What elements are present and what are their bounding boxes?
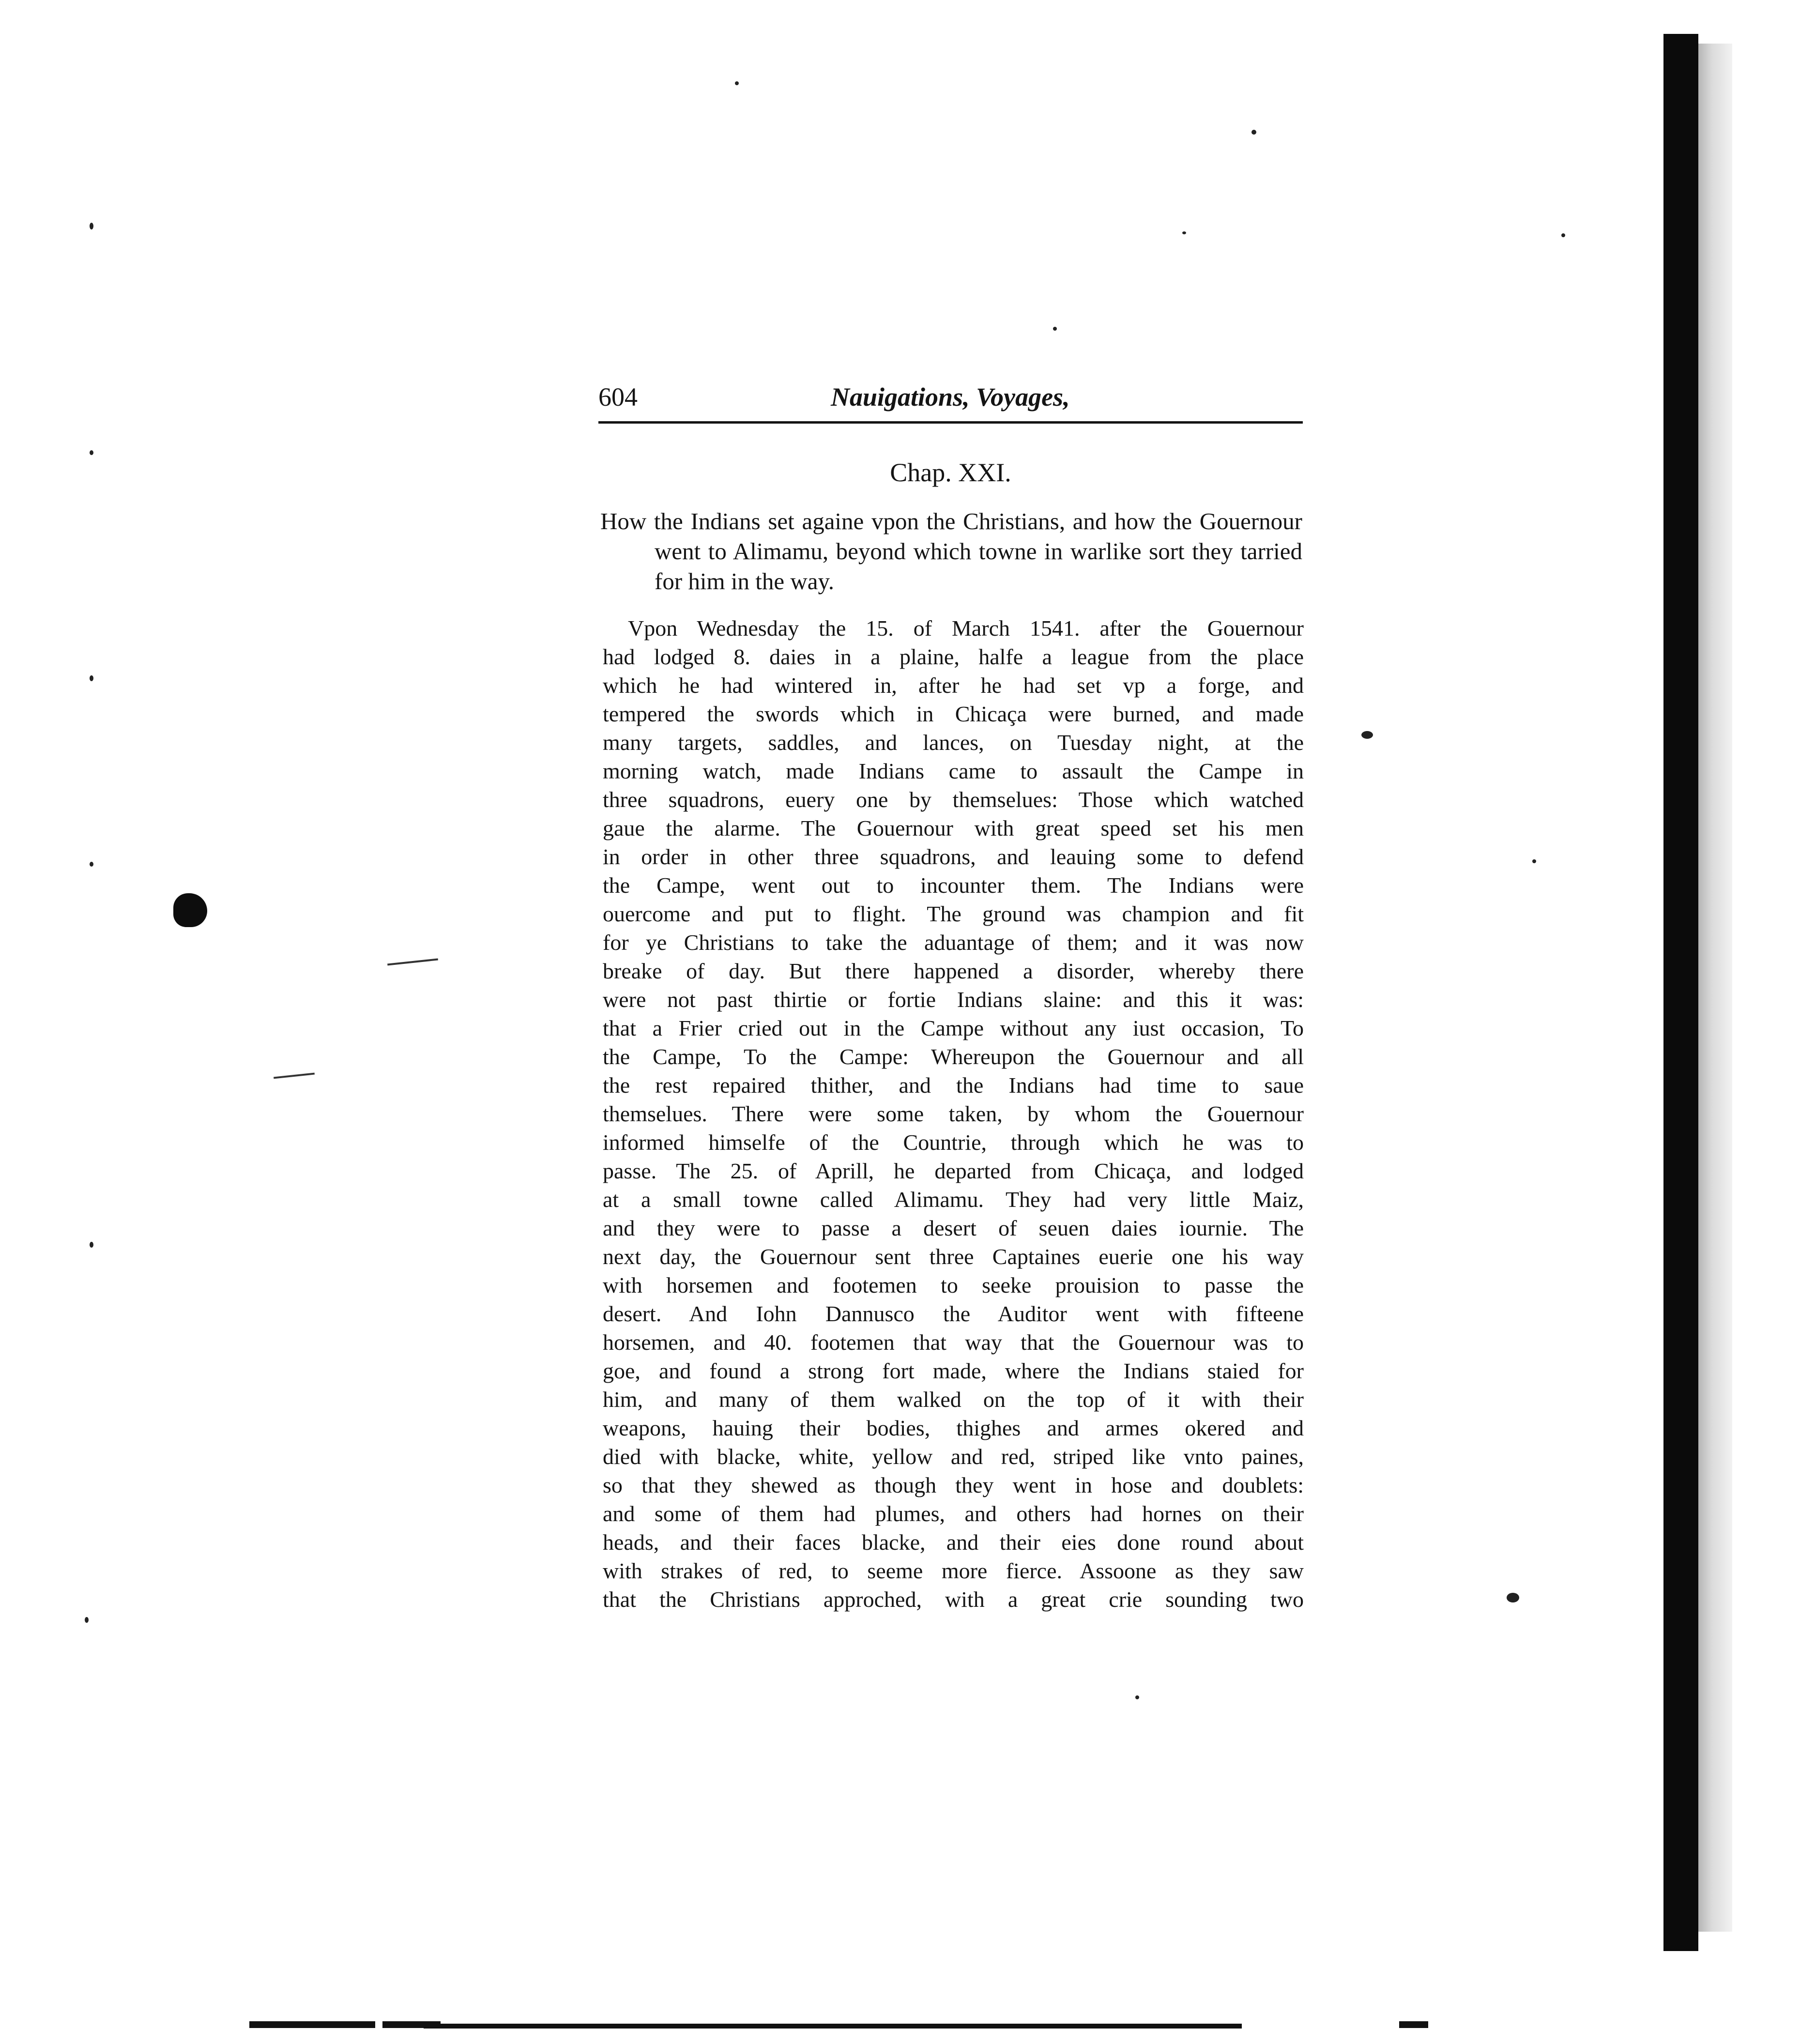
speck <box>1182 231 1186 234</box>
text-line: desert. And Iohn Dannusco the Auditor went with fifteene <box>603 1301 1304 1326</box>
text-line: horsemen, and 40. footemen that way that the Gouernour was to <box>603 1330 1304 1355</box>
chapter-summary: How the Indians set againe vpon the Christians, and how the Gouernour went to Alimamu, beyond which towne in warlike sort they tarried for him in the way. <box>600 508 1302 595</box>
text-line: breake of day. But there happened a disorder, whereby there <box>603 959 1304 983</box>
speck <box>1361 731 1373 739</box>
text-line: next day, the Gouernour sent three Captaines euerie one his way <box>603 1244 1304 1269</box>
text-line: the Campe, went out to incounter them. The Indians were <box>603 873 1304 898</box>
speck <box>90 675 93 681</box>
text-line: ouercome and put to flight. The ground was champion and fit <box>603 901 1304 926</box>
text-line: and some of them had plumes, and others had hornes on their <box>603 1501 1304 1526</box>
text-line: weapons, hauing their bodies, thighes and armes okered and <box>603 1416 1304 1440</box>
body-text <box>603 614 1304 1614</box>
speck <box>1507 1593 1519 1602</box>
text-line: died with blacke, white, yellow and red, striped like vnto paines, <box>603 1444 1304 1469</box>
text-line: tempered the swords which in Chicaça were burned, and made <box>603 702 1304 726</box>
text-line: the Campe, To the Campe: Whereupon the Gouernour and all <box>603 1044 1304 1069</box>
binding-edge <box>1663 34 1698 1951</box>
text-line: and they were to passe a desert of seuen daies iournie. The <box>603 1216 1304 1240</box>
bottom-edge-rule <box>424 2024 1242 2029</box>
text-line: goe, and found a strong fort made, where the Indians staied for <box>603 1358 1304 1383</box>
binding-shadow <box>1698 44 1732 1932</box>
speck <box>1251 130 1256 135</box>
text-line: which he had wintered in, after he had set vp a forge, and <box>603 673 1304 698</box>
speck <box>85 1617 89 1623</box>
text-line: Vpon Wednesday the 15. of March 1541. after the Gouernour <box>628 616 1304 641</box>
text-line: with horsemen and footemen to seeke prouision to passe the <box>603 1273 1304 1297</box>
speck <box>735 81 739 85</box>
speck <box>90 1242 93 1248</box>
text-line: in order in other three squadrons, and leauing some to defend <box>603 844 1304 869</box>
text-line: him, and many of them walked on the top of it with their <box>603 1387 1304 1412</box>
bottom-edge-rule <box>1399 2021 1428 2028</box>
text-line: three squadrons, euery one by themselues: Those which watched <box>603 787 1304 812</box>
page-number: 604 <box>598 382 638 412</box>
speck <box>90 223 93 229</box>
bottom-edge-rule <box>249 2021 375 2028</box>
ink-mark <box>274 1073 315 1079</box>
speck <box>90 862 93 867</box>
chapter-heading: Chap. XXI. <box>890 458 1011 487</box>
ink-mark <box>387 959 438 966</box>
text-line: that the Christians approched, with a great crie sounding two <box>603 1587 1304 1612</box>
text-line: informed himselfe of the Countrie, through which he was to <box>603 1130 1304 1155</box>
speck <box>1532 859 1536 863</box>
ink-blot <box>173 893 207 927</box>
speck <box>90 450 93 455</box>
speck <box>1561 233 1565 237</box>
text-line: morning watch, made Indians came to assault the Campe in <box>603 759 1304 783</box>
text-line: had lodged 8. daies in a plaine, halfe a league from the place <box>603 644 1304 669</box>
running-head <box>598 382 1303 412</box>
text-line: at a small towne called Alimamu. They had very little Maiz, <box>603 1187 1304 1212</box>
text-line: gaue the alarme. The Gouernour with great speed set his men <box>603 816 1304 840</box>
header-rule <box>598 421 1303 424</box>
speck <box>1135 1695 1139 1699</box>
text-line: were not past thirtie or fortie Indians slaine: and this it was: <box>603 987 1304 1012</box>
text-line: themselues. There were some taken, by whom the Gouernour <box>603 1101 1304 1126</box>
speck <box>1053 327 1057 331</box>
text-line: that a Frier cried out in the Campe without any iust occasion, To <box>603 1016 1304 1040</box>
text-line: with strakes of red, to seeme more fierce. Assoone as they saw <box>603 1558 1304 1583</box>
text-line: many targets, saddles, and lances, on Tuesday night, at the <box>603 730 1304 755</box>
running-title: Nauigations, Voyages, <box>831 382 1070 412</box>
text-line: the rest repaired thither, and the Indians had time to saue <box>603 1073 1304 1098</box>
text-line: heads, and their faces blacke, and their eies done round about <box>603 1530 1304 1555</box>
text-line: passe. The 25. of Aprill, he departed from Chicaça, and lodged <box>603 1159 1304 1183</box>
text-line: for ye Christians to take the aduantage of them; and it was now <box>603 930 1304 955</box>
text-line: so that they shewed as though they went in hose and doublets: <box>603 1473 1304 1497</box>
